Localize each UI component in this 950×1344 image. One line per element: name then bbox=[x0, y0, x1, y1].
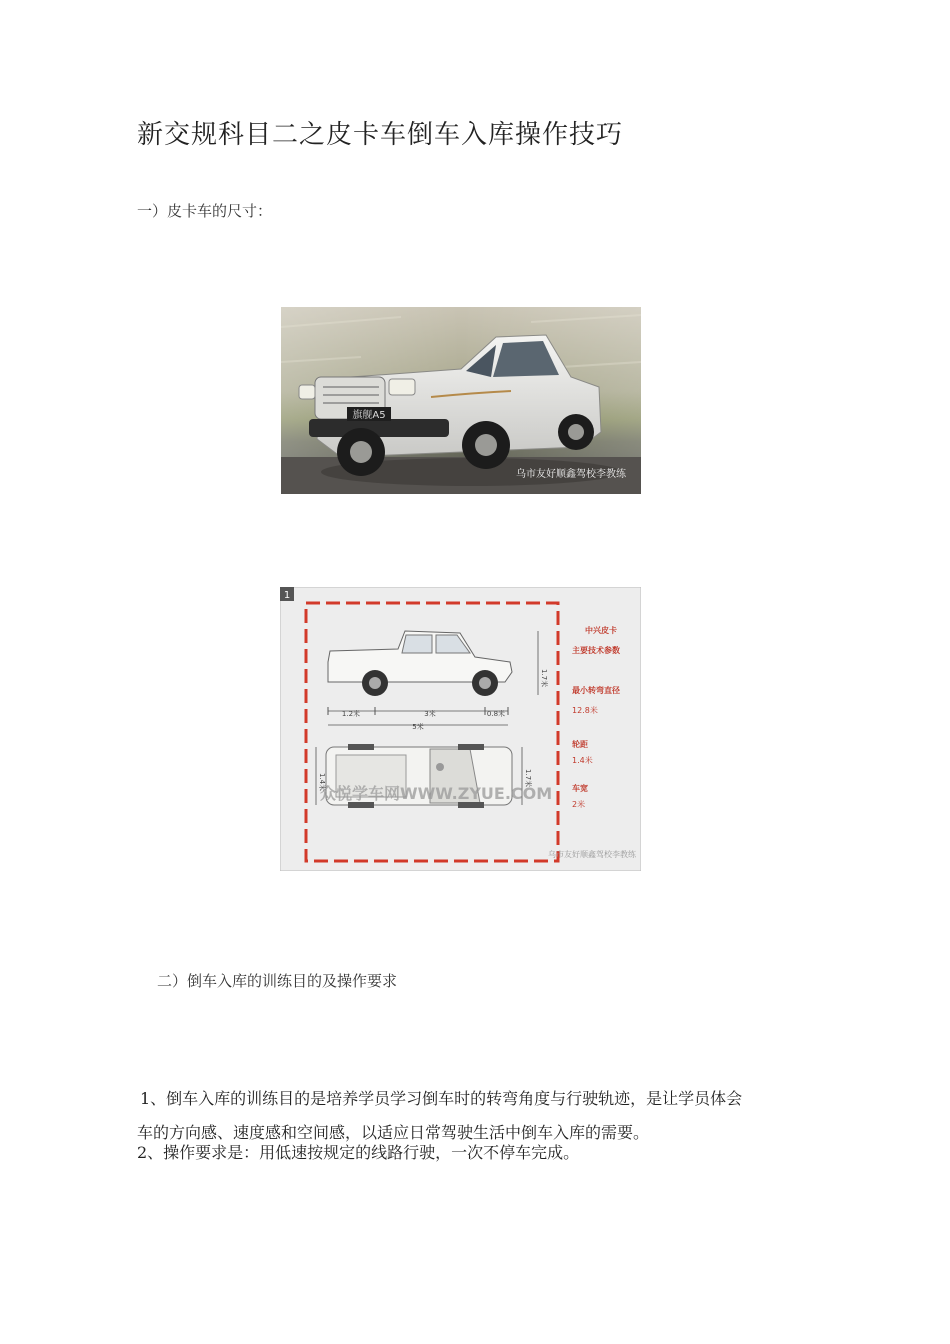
section-heading-purpose: 二）倒车入库的训练目的及操作要求 bbox=[157, 972, 398, 990]
spec-title-2: 主要技术参数 bbox=[572, 646, 620, 655]
wheelbase-label: 轮距 bbox=[572, 740, 588, 749]
dimension-diagram bbox=[280, 587, 641, 871]
section-heading-dimensions: 一）皮卡车的尺寸： bbox=[137, 202, 273, 220]
pickup-photo bbox=[281, 307, 641, 494]
photo-badge: 旗舰A5 bbox=[352, 410, 386, 421]
dim-plan-side: 1.7米 bbox=[524, 769, 532, 788]
turn-label: 最小转弯直径 bbox=[572, 686, 620, 695]
paragraph-1-line-2: 车的方向感、速度感和空间感，以适应日常驾驶生活中倒车入库的需要。 bbox=[137, 1123, 650, 1142]
paragraph-1-line-1: 1、倒车入库的训练目的是培养学员学习倒车时的转弯角度与行驶轨迹，是让学员体会 bbox=[140, 1089, 743, 1108]
wheelbase-value: 1.4米 bbox=[572, 756, 593, 765]
dim-rear: 0.8米 bbox=[486, 710, 506, 718]
width-value: 2米 bbox=[572, 800, 586, 809]
spec-title-1: 中兴皮卡 bbox=[585, 626, 617, 635]
dim-total: 5米 bbox=[412, 723, 424, 731]
turn-value: 12.8米 bbox=[572, 706, 598, 715]
photo-watermark: 乌市友好顺鑫驾校李教练 bbox=[516, 469, 626, 480]
dim-plan-width: 1.4米 bbox=[318, 773, 326, 792]
panel-number: 1 bbox=[283, 590, 291, 601]
page-title: 新交规科目二之皮卡车倒车入库操作技巧 bbox=[137, 120, 624, 150]
paragraph-2: 2、操作要求是：用低速按规定的线路行驶，一次不停车完成。 bbox=[137, 1143, 580, 1162]
site-watermark: 众悦学车网WWW.ZYUE.COM bbox=[320, 784, 553, 803]
dim-front: 1.2米 bbox=[341, 710, 361, 718]
dim-height: 1.7米 bbox=[540, 669, 548, 688]
footer-watermark: 乌市友好顺鑫驾校李教练 bbox=[548, 850, 636, 859]
dim-mid: 3米 bbox=[424, 710, 436, 718]
width-label: 车宽 bbox=[572, 784, 588, 793]
